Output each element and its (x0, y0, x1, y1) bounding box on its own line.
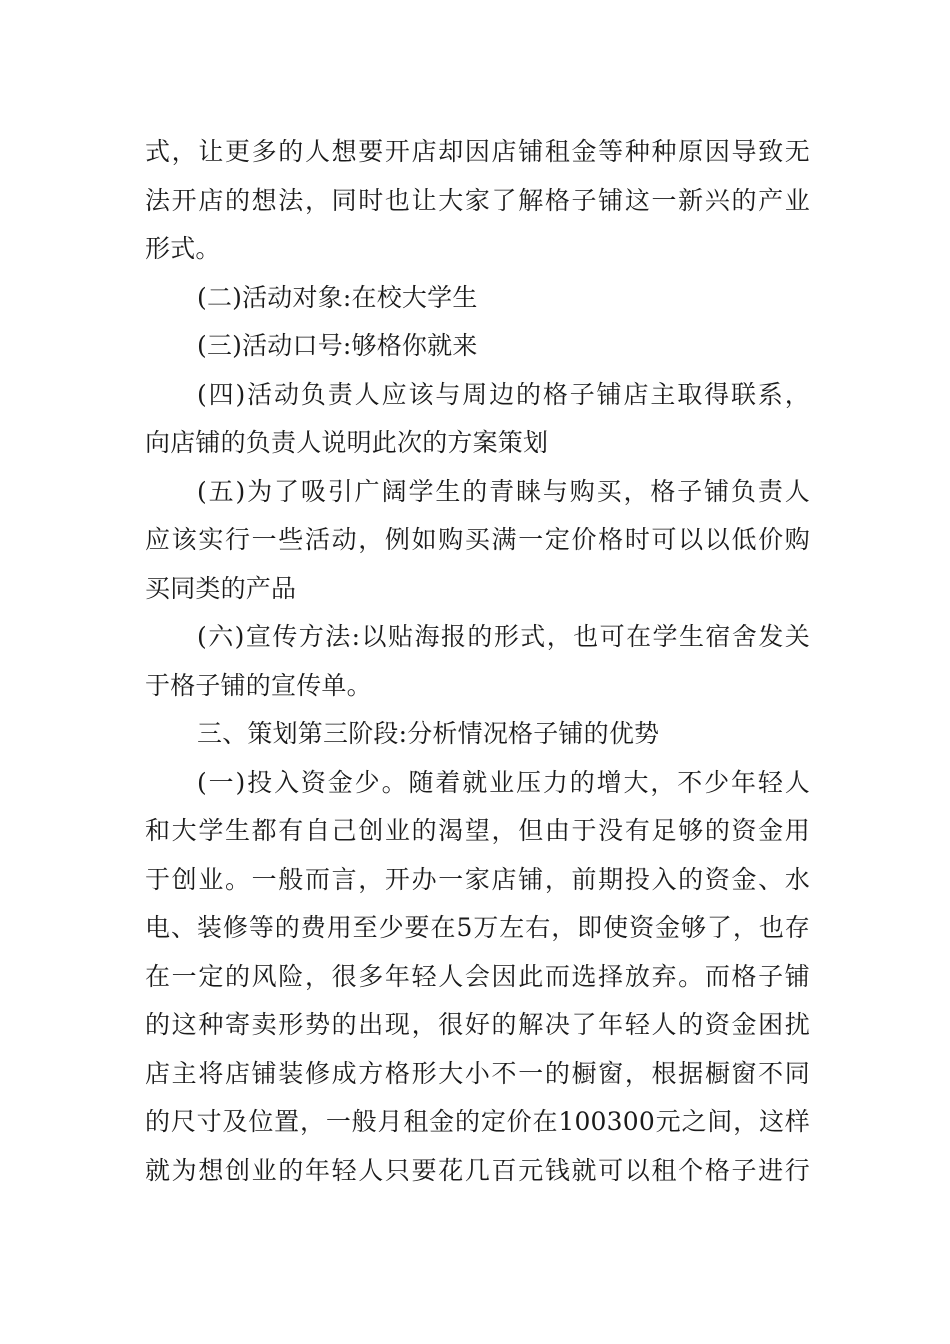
section-heading-stage3 (145, 710, 810, 759)
text-line: (二)活动对象:在校大学生 (197, 282, 478, 312)
text-line: 应该实行一些活动，例如购买满一定价格时可以以低价购 (145, 525, 810, 554)
paragraph-activity-slogan (145, 322, 810, 371)
text-line: 三、策划第三阶段:分析情况格子铺的优势 (197, 719, 660, 748)
paragraph-publicity-method (145, 613, 810, 710)
text-line: 和大学生都有自己创业的渴望，但由于没有足够的资金用 (145, 816, 810, 845)
text-line: 就为想创业的年轻人只要花几百元钱就可以租个格子进行 (145, 1155, 810, 1185)
paragraph-activity-target (145, 274, 810, 323)
text-line: 法开店的想法，同时也让大家了解格子铺这一新兴的产业 (145, 185, 810, 215)
paragraph-promotion (145, 468, 810, 614)
text-line: (三)活动口号:够格你就来 (197, 331, 478, 360)
text-line: (五)为了吸引广阔学生的青睐与购买，格子铺负责人 (197, 476, 810, 506)
paragraph-advantage-low-investment (145, 759, 810, 1196)
text-line: 在一定的风险，很多年轻人会因此而选择放弃。而格子铺 (145, 961, 810, 991)
paragraph-contact-owners (145, 371, 810, 468)
text-line: 于创业。一般而言，开办一家店铺，前期投入的资金、水 (145, 864, 810, 894)
text-line: 电、装修等的费用至少要在5万左右，即使资金够了，也存 (145, 913, 810, 942)
text-line: (四)活动负责人应该与周边的格子铺店主取得联系， (197, 379, 810, 409)
text-line: (六)宣传方法:以贴海报的形式，也可在学生宿舍发关 (197, 622, 810, 651)
text-line: 买同类的产品 (145, 573, 297, 603)
text-line: 的这种寄卖形势的出现，很好的解决了年轻人的资金困扰 (145, 1010, 810, 1039)
document-body (145, 128, 810, 1195)
text-line: 式，让更多的人想要开店却因店铺租金等种种原因导致无 (145, 137, 810, 166)
text-line: 店主将店铺装修成方格形大小不一的橱窗，根据橱窗不同 (145, 1058, 810, 1088)
text-line: 向店铺的负责人说明此次的方案策划 (145, 428, 549, 457)
paragraph-intro-continued (145, 128, 810, 274)
text-line: 的尺寸及位置，一般月租金的定价在100300元之间，这样 (145, 1107, 810, 1136)
text-line: (一)投入资金少。随着就业压力的增大，不少年轻人 (197, 767, 810, 797)
text-line: 形式。 (145, 234, 221, 263)
text-line: 于格子铺的宣传单。 (145, 670, 372, 700)
